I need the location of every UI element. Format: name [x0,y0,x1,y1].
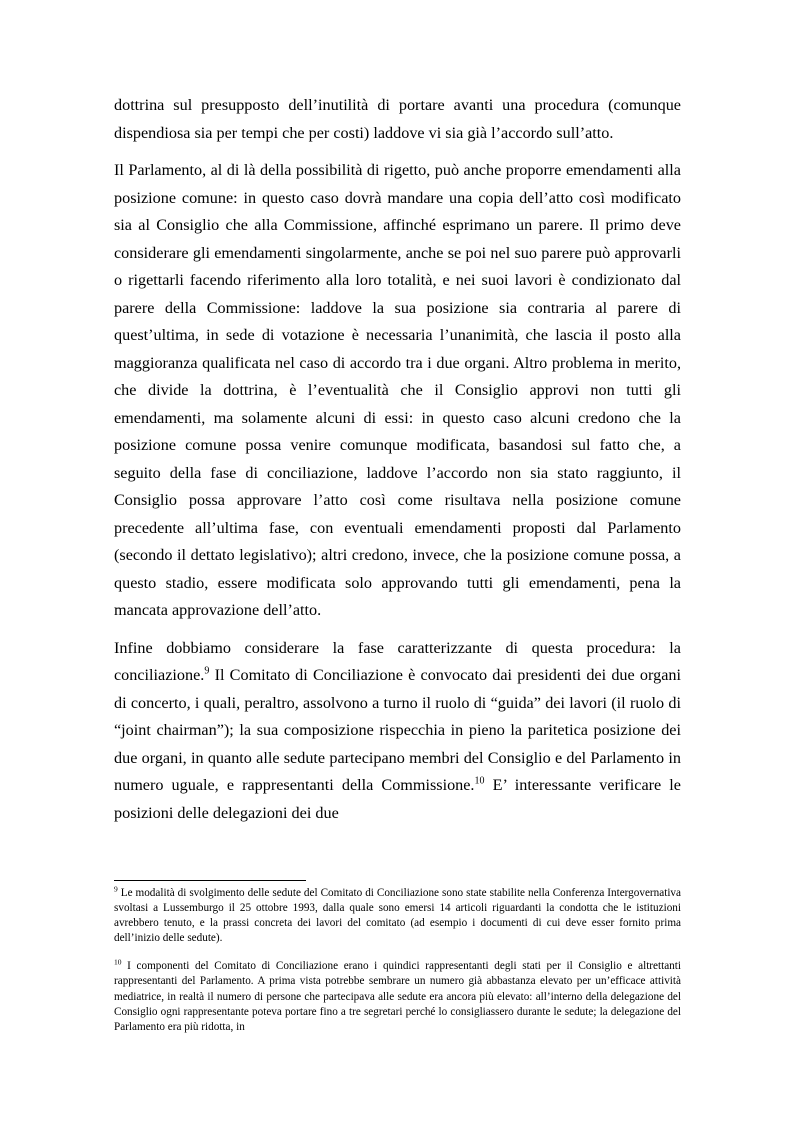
paragraph-text: Il Parlamento, al di là della possibilità di rigetto, può anche proporre emendamenti alla posizione comune: in questo caso dovrà mandare una copia dell’atto così modificato sia al Consiglio che alla Commissione, affinché esprimano un parere. Il primo deve considerare gli emendamenti singolarmente, anche se poi nel suo parere può approvarli o rigettarli facendo riferimento alla loro totalità, e nei suoi lavori è condizionato dal parere della Commissione: laddove la sua posizione sia contraria al parere di quest’ultima, in sede di votazione è necessaria l’unanimità, che lascia il posto alla maggioranza qualificata nel caso di accordo tra i due organi. Altro problema in merito, che divide la dottrina, è l’eventualità che il Consiglio approvi non tutti gli emendamenti, ma solamente alcuni di essi: in questo caso alcuni credono che la posizione comune possa venire comunque modificata, basandosi sul fatto che, a seguito della fase di conciliazione, laddove l’accordo non sia stato raggiunto, il Consiglio possa approvare l’atto così come risultava nella posizione comune precedente all’ultima fase, con eventuali emendamenti proposti dal Parlamento (secondo il dettato legislativo); altri credono, invece, che la posizione comune possa, a questo stadio, essere modificata solo approvando tutti gli emendamenti, pena la mancata approvazione dell’atto. [114,161,681,619]
footnote-number: 10 [114,957,122,967]
footnote [114,959,681,1034]
footnote-text: Le modalità di svolgimento delle sedute del Comitato di Conciliazione sono state stabilite nella Conferenza Intergovernativa svoltasi a Lussemburgo il 25 ottobre 1993, dalla quale sono emersi 14 articoli riguardanti la condotta che le istituzioni avrebbero tenuto, e la prassi concreta dei lavori del comitato (ad esempio i documenti di cui deve esser fornito prima dell’inizio delle sedute). [114,887,681,945]
paragraph-text: Il Comitato di Conciliazione è convocato dai presidenti dei due organi di concerto, i quali, peraltro, assolvono a turno il ruolo di “guida” dei lavori (il ruolo di “joint chairman”); la sua composizione rispecchia in pieno la paritetica posizione dei due organi, in quanto alle sedute partecipano membri del Consiglio e del Parlamento in numero uguale, e rappresentanti della Commissione. [114,666,681,794]
paragraph [114,635,681,828]
paragraph [114,157,681,625]
footnote-reference[interactable]: 9 [204,665,210,677]
footnote-text: I componenti del Comitato di Conciliazione erano i quindici rappresentanti degli stati per il Consiglio e altrettanti rappresentanti del Parlamento. A prima vista potrebbe sembrare un numero già abbastanza elevato per un’efficace attività mediatrice, in realtà il numero di persone che partecipava alle sedute era ancora più elevato: all’interno della delegazione del Consiglio ogni rappresentante poteva portare fino a tre segretari perché lo consigliassero durante le sedute; la delegazione del Parlamento era più ridotta, in [114,960,681,1033]
paragraph [114,92,681,147]
paragraph-text: dottrina sul presupposto dell’inutilità di portare avanti una procedura (comunque dispendiosa sia per tempi che per costi) laddove vi sia già l’accordo sull’atto. [114,96,681,142]
footnote [114,886,681,946]
paragraph-text: E’ interessante verificare le posizioni delle delegazioni dei due [114,776,681,822]
footnote-number: 9 [114,884,118,894]
body-text [114,92,681,837]
footnote-separator [114,880,306,881]
paragraph-text: Infine dobbiamo considerare la fase caratterizzante di questa procedura: la conciliazione. [114,638,681,684]
footnotes [114,886,681,1048]
footnote-reference[interactable]: 10 [474,775,485,787]
